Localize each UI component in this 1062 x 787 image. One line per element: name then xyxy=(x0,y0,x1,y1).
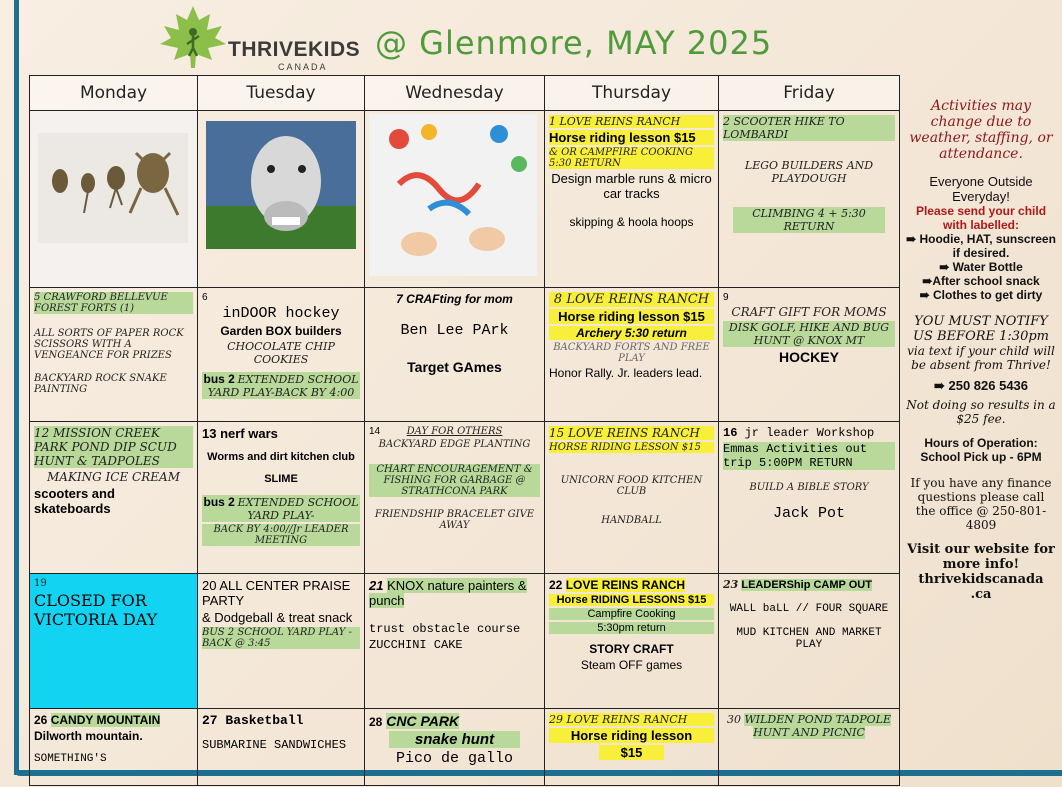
may-6-bus: bus 2 xyxy=(203,372,235,386)
cell-may-2 xyxy=(719,111,900,288)
may-1-skipping: skipping & hoola hoops xyxy=(569,215,694,229)
may-14-planting: BACKYARD EDGE PLANTING xyxy=(378,439,531,450)
may-13-schoolyard: EXTENDED SCHOOL YARD PLAY- xyxy=(237,496,359,522)
cell-may-14 xyxy=(365,422,545,574)
may-22-steam: Steam OFF games xyxy=(580,658,683,672)
may-1-horse: Horse riding lesson $15 xyxy=(549,130,714,145)
may-30-wilden: WILDEN POND TADPOLE HUNT AND PICNIC xyxy=(744,713,892,739)
cell-may-29 xyxy=(545,709,719,786)
logo-name: THRIVEKIDS xyxy=(228,38,361,61)
may-9-num: 9 xyxy=(723,292,729,303)
may-23-wallball: WALL baLL // FOUR SQUARE xyxy=(729,603,889,615)
logo-subtitle: CANADA xyxy=(278,62,328,72)
may-13-nerf: 13 nerf wars xyxy=(202,426,278,441)
cell-may-6 xyxy=(198,288,365,422)
may-14-bracelet: FRIENDSHIP BRACELET GIVE AWAY xyxy=(374,509,535,531)
sidebar-send: Please send your child with labelled: xyxy=(915,204,1047,232)
may-20-bus: BUS 2 SCHOOL YARD PLAY -BACK @ 3:45 xyxy=(202,627,360,649)
may-7-target: Target GAmes xyxy=(407,359,502,375)
sidebar-item-snack: ➠After school snack xyxy=(922,274,1040,288)
cell-may-1 xyxy=(545,111,719,288)
may-21-knox: KNOX nature painters & punch xyxy=(369,578,527,608)
may-1-title: 1 LOVE REINS RANCH xyxy=(549,115,714,128)
painting-kids-image xyxy=(369,114,537,276)
cell-may-8 xyxy=(545,288,719,422)
may-8-horse: Horse riding lesson $15 xyxy=(549,309,714,324)
cell-may-5 xyxy=(30,288,198,422)
cell-may-13 xyxy=(198,422,365,574)
sidebar-notify: YOU MUST NOTIFY US BEFORE 1:30pm xyxy=(913,314,1049,344)
may-22-campfire: Campfire Cooking xyxy=(549,608,714,620)
may-27-sandwiches: SUBMARINE SANDWICHES xyxy=(202,738,347,752)
calendar-table xyxy=(29,75,900,786)
may-28-num: 28 xyxy=(369,715,383,729)
may-1-campfire: & OR CAMPFIRE COOKING 5:30 RETURN xyxy=(549,147,714,169)
may-8-rally: Honor Rally. Jr. leaders lead. xyxy=(549,366,703,380)
may-9-hockey: HOCKEY xyxy=(779,349,839,365)
may-14-num: 14 xyxy=(369,426,381,437)
day-header-monday: Monday xyxy=(30,76,198,111)
cell-may-16 xyxy=(719,422,900,574)
cell-may-20 xyxy=(198,574,365,709)
may-13-slime: SLIME xyxy=(264,473,298,485)
may-23-mud: MUD KITCHEN AND MARKET PLAY xyxy=(736,627,882,651)
may-12-icecream: MAKING ICE CREAM xyxy=(47,470,180,484)
may-28-pico: Pico de gallo xyxy=(395,750,514,767)
may-26-dilworth: Dilworth mountain. xyxy=(34,729,143,743)
sidebar-finance: If you have any finance questions please call the office @ 250-801-4809 xyxy=(910,476,1052,532)
sidebar-hours-title: Hours of Operation: xyxy=(924,436,1038,450)
may-13-bus: bus 2 xyxy=(203,495,235,509)
may-8-archery: Archery 5:30 return xyxy=(549,326,714,340)
cell-may-19 xyxy=(30,574,198,709)
may-6-cookies: CHOCOLATE CHIP COOKIES xyxy=(227,340,335,366)
may-16-jackpot: Jack Pot xyxy=(772,505,845,522)
may-5-rps: ALL SORTS OF PAPER ROCK SCISSORS WITH A VENGEANCE FOR PRIZES xyxy=(34,328,184,361)
may-12-title: 12 MISSION CREEK PARK POND DIP SCUD HUNT & TADPOLES xyxy=(34,426,193,468)
may-5-title: 5 CRAWFORD BELLEVUE FOREST FORTS (1) xyxy=(34,292,193,314)
may-19-num: 19 xyxy=(34,578,47,589)
day-header-wednesday: Wednesday xyxy=(365,76,545,111)
may-8-forts: BACKYARD FORTS AND FREE PLAY xyxy=(553,342,710,364)
may-2-title: 2 SCOOTER HIKE TO LOMBARDI xyxy=(723,115,895,141)
may-22-story: STORY CRAFT xyxy=(589,642,674,656)
cell-paint-image xyxy=(365,111,545,288)
may-16-bible: BUILD A BIBLE STORY xyxy=(749,482,869,493)
may-16-num: 16 xyxy=(723,426,738,440)
may-29-horse: Horse riding lesson xyxy=(549,728,714,743)
header xyxy=(150,4,850,72)
may-27-basketball: 27 Basketball xyxy=(202,713,304,728)
sidebar-hours: School Pick up - 6PM xyxy=(920,450,1042,464)
sidebar-outside: Everyone Outside Everyday! xyxy=(929,174,1033,204)
may-23-num: 23 xyxy=(723,578,739,591)
may-26-candy: CANDY MOUNTAIN xyxy=(50,713,161,727)
cell-may-27 xyxy=(198,709,365,786)
cell-may-15 xyxy=(545,422,719,574)
may-5-rock: BACKYARD ROCK SNAKE PAINTING xyxy=(34,373,167,395)
may-6-num: 6 xyxy=(202,292,208,303)
may-2-lego: LEGO BUILDERS AND PLAYDOUGH xyxy=(744,159,874,185)
may-12-scooters: scooters and skateboards xyxy=(34,486,115,516)
may-20-dodgeball: & Dodgeball & treat snack xyxy=(202,610,353,625)
may-6-garden: Garden BOX builders xyxy=(220,324,342,338)
may-26-num: 26 xyxy=(34,713,48,727)
sidebar-item-hoodie: ➠ Hoodie, HAT, sunscreen if desired. xyxy=(906,232,1056,260)
sidebar-website[interactable]: Visit our website for more info! thrivekidscanada .ca xyxy=(907,542,1055,602)
may-6-schoolyard: EXTENDED SCHOOL YARD PLAY-BACK BY 4:00 xyxy=(207,373,359,399)
cell-may-23 xyxy=(719,574,900,709)
sidebar-item-clothes: ➠ Clothes to get dirty xyxy=(919,288,1043,302)
may-15-title: 15 LOVE REINS RANCH xyxy=(549,426,714,440)
may-23-campout: LEADERShip CAMP OUT xyxy=(741,579,872,591)
may-22-ranch: LOVE REINS RANCH xyxy=(565,578,686,592)
may-7-park: Ben Lee PArk xyxy=(400,322,509,339)
cell-may-12 xyxy=(30,422,198,574)
may-13-worms: Worms and dirt kitchen club xyxy=(207,451,355,463)
cell-may-21 xyxy=(365,574,545,709)
may-21-num: 21 xyxy=(369,578,384,593)
cell-may-9 xyxy=(719,288,900,422)
sidebar-item-water: ➠ Water Bottle xyxy=(939,260,1023,274)
cell-may-30 xyxy=(719,709,900,786)
sidebar-notice: Activities may change due to weather, staffing, or attendance. xyxy=(909,98,1053,162)
may-15-horse: HORSE RIDING LESSON $15 xyxy=(549,442,714,453)
may-21-trust: trust obstacle course xyxy=(369,622,521,636)
cell-frog-image xyxy=(30,111,198,288)
may-2-climbing: CLIMBING 4 + 5:30 RETURN xyxy=(733,207,885,233)
may-16-workshop: jr leader Workshop xyxy=(744,426,875,440)
may-14-fishing: CHART ENCOURAGEMENT & FISHING FOR GARBAGE @ STRATHCONA PARK xyxy=(369,464,540,497)
may-13-leader: BACK BY 4:00//Jr LEADER MEETING xyxy=(202,524,360,546)
may-6-hockey: inDOOR hockey xyxy=(222,305,340,322)
may-14-day-for-others: DAY FOR OTHERS xyxy=(406,426,503,437)
day-header-friday: Friday xyxy=(719,76,900,111)
cell-may-28 xyxy=(365,709,545,786)
may-22-num: 22 xyxy=(549,578,563,592)
may-1-marble: Design marble runs & micro car tracks xyxy=(551,171,712,201)
sidebar-fee: Not doing so results in a $25 fee. xyxy=(906,398,1056,426)
sidebar-notify-detail: via text if your child will be absent from Thrive! xyxy=(907,344,1055,372)
cell-horse-image xyxy=(198,111,365,288)
may-26-something: SOMETHING'S xyxy=(34,753,107,765)
may-29-title: 29 LOVE REINS RANCH xyxy=(549,713,714,726)
page-title: @ Glenmore, MAY 2025 xyxy=(375,24,773,62)
may-15-handball: HANDBALL xyxy=(601,515,662,526)
may-20-praise: 20 ALL CENTER PRAISE PARTY xyxy=(202,578,351,608)
may-28-snake: snake hunt xyxy=(389,731,520,748)
may-9-craft: CRAFT GIFT FOR MOMS xyxy=(731,305,887,319)
may-30-num: 30 xyxy=(726,713,741,726)
may-29-price: $15 xyxy=(599,745,664,760)
horse-image xyxy=(206,121,356,249)
may-15-unicorn: UNICORN FOOD KITCHEN CLUB xyxy=(560,475,703,497)
may-21-zucchini: ZUCCHINI CAKE xyxy=(369,638,463,652)
day-header-thursday: Thursday xyxy=(545,76,719,111)
frame-left-border xyxy=(14,0,19,775)
may-19-closed: CLOSED FOR VICTORIA DAY xyxy=(34,591,158,629)
maple-leaf-logo-icon xyxy=(158,4,228,70)
sidebar-phone: ➠ 250 826 5436 xyxy=(933,378,1029,393)
frog-lifecycle-image xyxy=(38,133,188,243)
may-8-title: 8 LOVE REINS RANCH xyxy=(549,292,714,307)
may-7-crafting: 7 CRAFting for mom xyxy=(396,292,513,306)
cell-may-7 xyxy=(365,288,545,422)
may-9-disk-golf: DISK GOLF, HIKE AND BUG HUNT @ KNOX MT xyxy=(723,321,895,347)
cell-may-26 xyxy=(30,709,198,786)
may-22-return: 5:30pm return xyxy=(549,622,714,634)
cell-may-22 xyxy=(545,574,719,709)
may-16-emmas: Emmas Activities out trip 5:00PM RETURN xyxy=(723,442,895,470)
may-28-cnc: CNC PARK xyxy=(386,713,460,729)
day-header-tuesday: Tuesday xyxy=(198,76,365,111)
sidebar-info xyxy=(906,98,1056,602)
may-22-horse: Horse RIDING LESSONS $15 xyxy=(549,594,714,606)
